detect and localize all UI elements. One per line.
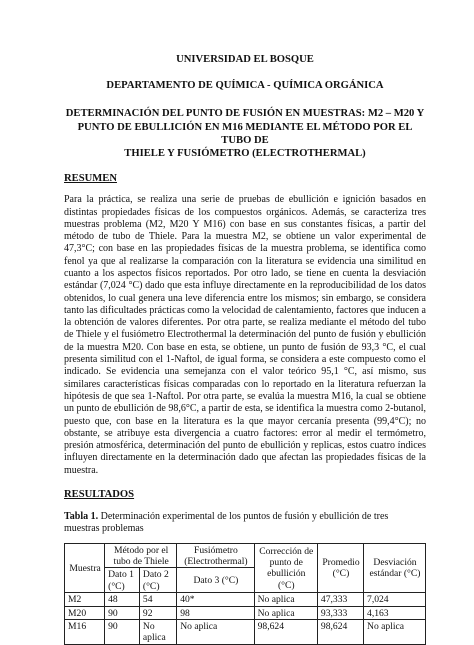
table-row	[65, 593, 426, 606]
cell-muestra: M20	[65, 606, 105, 619]
cell-promedio: 98,624	[317, 620, 363, 645]
title-line-1: DETERMINACIÓN DEL PUNTO DE FUSIÓN EN MUESTRAS: M2 – M20 Y	[65, 108, 425, 120]
cell-correccion: No aplica	[254, 593, 317, 606]
title-line-2: PUNTO DE EBULLICIÓN EN M16 MEDIANTE EL MÉTODO POR EL TUBO DE	[77, 121, 413, 146]
cell-dato-3: 98	[177, 606, 254, 619]
cell-muestra: M2	[65, 593, 105, 606]
document-title	[64, 107, 426, 160]
cell-desviacion: 4,163	[364, 606, 426, 619]
table-row	[65, 606, 426, 619]
col-header-desviacion: Desviación estándar (°C)	[364, 543, 426, 593]
cell-dato-2: 92	[139, 606, 176, 619]
subheader-dato-2: Dato 2 (°C)	[139, 568, 176, 593]
cell-promedio: 47,333	[317, 593, 363, 606]
col-header-thiele: Método por el tubo de Thiele	[105, 543, 177, 568]
cell-dato-2: 54	[139, 593, 176, 606]
resumen-paragraph: Para la práctica, se realiza una serie de pruebas de ebullición e ignición basados en distintas propiedades físicas de los compuestos orgánicos. Además, se caracteriza tres muestras problema (M2, M20 Y M16) con base en sus constantes físicas, a partir del método de tubo de Thiele. Para la muestra M2, se obtiene un valor experimental de 47,3°C; con base en las propiedades físicas de la muestra problema, se identifica como fenol ya que al realizarse la comparación con la literatura se evidencia una similitud en cuanto a los aspectos físicos reportados. Por otro lado, se tiene en cuenta la desviación estándar (7,024 °C) dado que esta influye directamente en la reproducibilidad de los datos obtenidos, lo cual genera una leve diferencia entre los mismos; sin embargo, se considera tanto las dificultades prácticas como la velocidad de calentamiento, factores que inducen a la obtención de valores diferentes. Por otra parte, se realiza mediante el método del tubo de Thiele y el fusiómetro Electrothermal la determinación del punto de fusión y ebullición de la muestra M20. Con base en esta, se obtiene, un punto de fusión de 93,3 °C, el cual presenta similitud con el 1-Naftol, de igual forma, se considera a este compuesto como el indicado. Se evidencia una semejanza con el valor teórico 95,1 °C, así mismo, sus similares características físicas comparadas con lo reportado en la literatura refuerzan la hipótesis de que sea 1-Naftol. Por otra parte, se evalúa la muestra M16, la cual se obtiene un punto de ebullición de 98,6°C, a partir de esta, se identifica la muestra como 2-butanol, puesto que, con base en la literatura es la que mayor cercanía presenta (99,4°C); no obstante, se atribuye esta divergencia a cuatro factores: error al medir el termómetro, presión atmosférica, determinación del punto de ebullición y replicas, estos cuatro índices influyen directamente en la determinación dado que afectan las propiedades físicas de la muestra.	[64, 194, 426, 476]
col-header-promedio: Promedio (°C)	[317, 543, 363, 593]
table-caption	[64, 511, 426, 536]
department-name: DEPARTAMENTO DE QUÍMICA - QUÍMICA ORGÁNICA	[106, 80, 384, 92]
cell-muestra: M16	[65, 620, 105, 645]
cell-correccion: 98,624	[254, 620, 317, 645]
cell-dato-1: 48	[105, 593, 140, 606]
university-name: UNIVERSIDAD EL BOSQUE	[176, 54, 314, 65]
cell-desviacion: 7,024	[364, 593, 426, 606]
col-header-fusiometro: Fusiómetro (Electrothermal)	[177, 543, 254, 568]
table-caption-label: Tabla 1.	[64, 511, 99, 523]
cell-dato-3: 40*	[177, 593, 254, 606]
table-header-row	[65, 543, 426, 568]
resultados-heading: RESULTADOS	[64, 489, 135, 501]
cell-dato-2: No aplica	[139, 620, 176, 645]
resumen-heading: RESUMEN	[64, 173, 117, 185]
title-line-3: THIELE Y FUSIÓMETRO (ELECTROTHERMAL)	[124, 148, 366, 160]
col-header-correccion: Corrección de punto de ebullición (°C)	[254, 543, 317, 593]
cell-dato-3: No aplica	[177, 620, 254, 645]
cell-promedio: 93,333	[317, 606, 363, 619]
cell-dato-1: 90	[105, 606, 140, 619]
cell-desviacion: No aplica	[364, 620, 426, 645]
cell-correccion: No aplica	[254, 606, 317, 619]
subheader-dato-3: Dato 3 (°C)	[177, 568, 254, 593]
cell-dato-1: 90	[105, 620, 140, 645]
table-caption-text: Determinación experimental de los puntos de fusión y ebullición de tres muestras problemas	[64, 511, 389, 535]
col-header-muestra: Muestra	[65, 543, 105, 593]
subheader-dato-1: Dato 1 (°C)	[105, 568, 140, 593]
results-table	[64, 543, 426, 645]
